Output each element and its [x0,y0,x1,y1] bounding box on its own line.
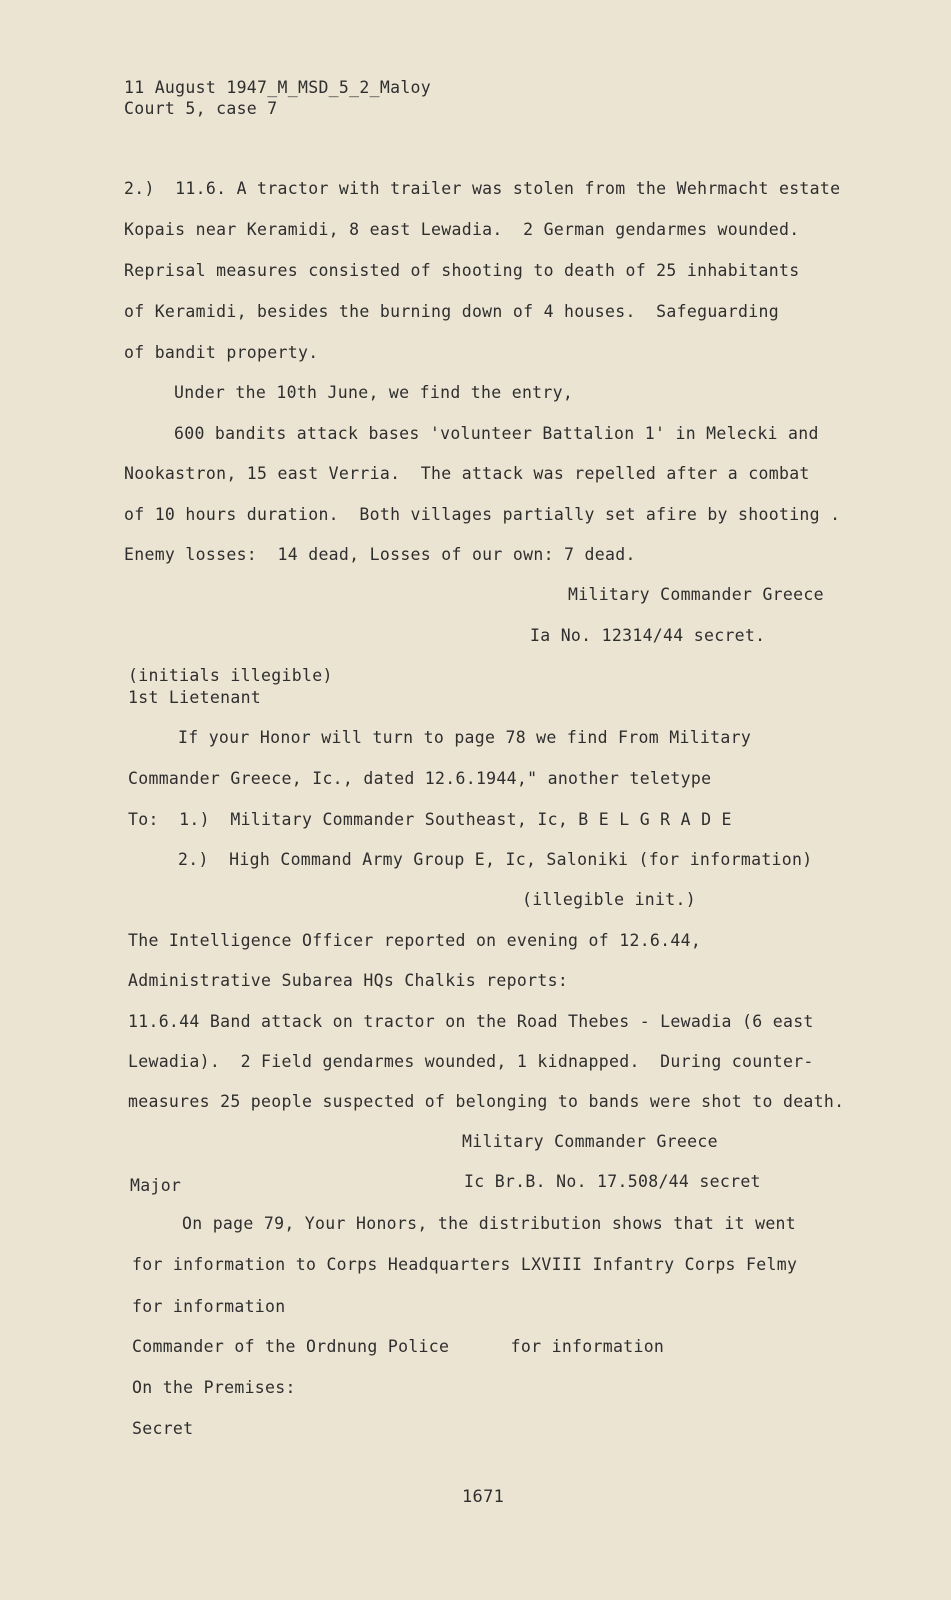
body-line: The Intelligence Officer reported on evening of 12.6.44, [128,931,702,950]
page-number: 1671 [462,1487,505,1507]
body-line: 11.6.44 Band attack on tractor on the Road Thebes - Lewadia (6 east [128,1012,814,1031]
body-line: Commander of the Ordnung Police for information [132,1337,665,1356]
body-line: of Keramidi, besides the burning down of 4 houses. Safeguarding [124,302,779,321]
body-line: Commander Greece, Ic., dated 12.6.1944," another teletype [128,769,712,788]
rank-line: 1st Lietenant [128,688,262,707]
body-line: Under the 10th June, we find the entry, [174,383,574,402]
body-line: If your Honor will turn to page 78 we find From Military [178,728,752,747]
rank-line: Major [130,1176,182,1195]
reference-number: Ia No. 12314/44 secret. [530,626,766,645]
initials-note: (initials illegible) [128,666,333,685]
body-line: On the Premises: [132,1378,296,1397]
body-line: 2.) High Command Army Group E, Ic, Saloniki (for information) [178,850,813,869]
body-line: Lewadia). 2 Field gendarmes wounded, 1 kidnapped. During counter- [128,1052,814,1071]
initials-note: (illegible init.) [522,890,696,909]
body-line: Reprisal measures consisted of shooting to death of 25 inhabitants [124,261,800,280]
body-line: of 10 hours duration. Both villages partially set afire by shooting . [124,505,841,524]
body-line: 2.) 11.6. A tractor with trailer was stolen from the Wehrmacht estate [124,179,841,198]
body-line: 600 bandits attack bases 'volunteer Battalion 1' in Melecki and [174,424,819,443]
body-line: of bandit property. [124,343,319,362]
reference-number: Ic Br.B. No. 17.508/44 secret [464,1172,761,1191]
body-line: for information [132,1297,286,1316]
body-line: To: 1.) Military Commander Southeast, Ic, B E L G R A D E [128,810,732,829]
body-line: Enemy losses: 14 dead, Losses of our own: 7 dead. [124,545,636,564]
header-date-line: 11 August 1947_M_MSD_5_2_Maloy [124,78,432,97]
header-court-line: Court 5, case 7 [124,99,278,118]
signature-title: Military Commander Greece [568,585,824,604]
body-line: for information to Corps Headquarters LXVIII Infantry Corps Felmy [132,1255,798,1274]
body-line: On page 79, Your Honors, the distribution shows that it went [182,1214,797,1233]
signature-title: Military Commander Greece [462,1132,718,1151]
body-line: Kopais near Keramidi, 8 east Lewadia. 2 German gendarmes wounded. [124,220,800,239]
body-line: Administrative Subarea HQs Chalkis reports: [128,971,569,990]
body-line: Nookastron, 15 east Verria. The attack was repelled after a combat [124,464,810,483]
body-line: measures 25 people suspected of belonging to bands were shot to death. [128,1092,845,1111]
body-line: Secret [132,1419,194,1438]
